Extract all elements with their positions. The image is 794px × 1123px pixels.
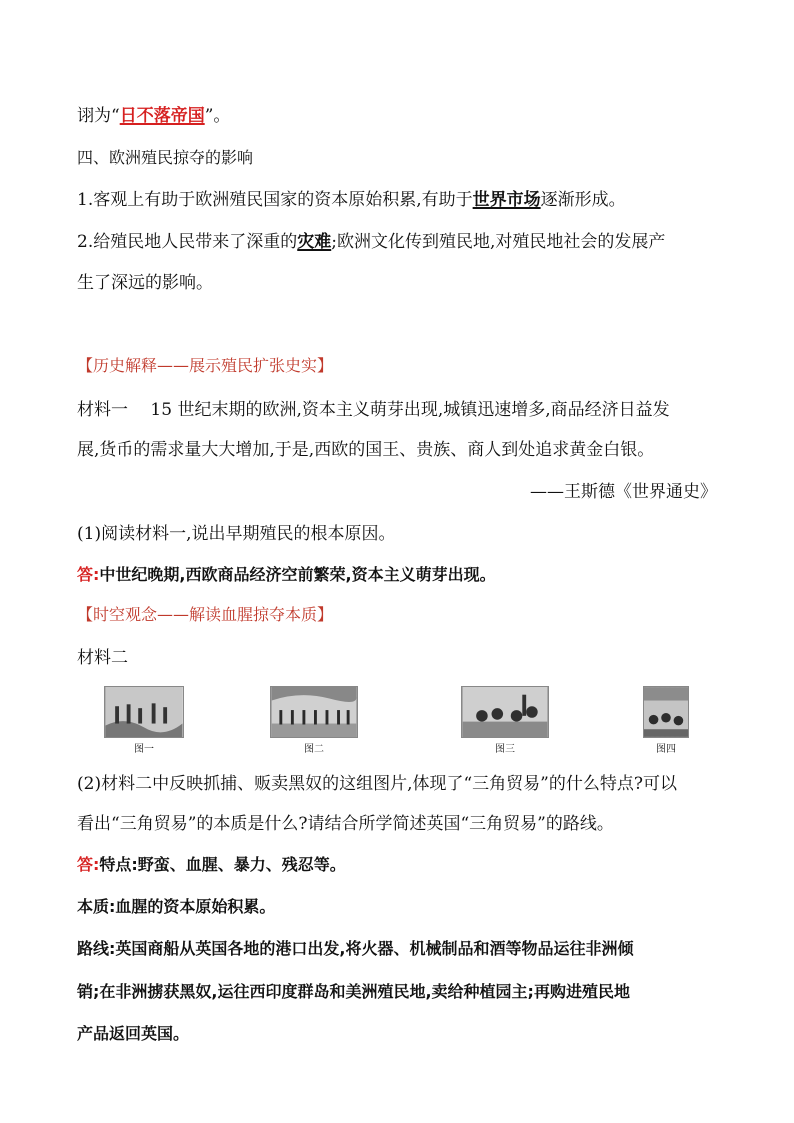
text-fragment: 2.给殖民地人民带来了深重的 [77, 232, 298, 252]
figure-3 [461, 686, 549, 755]
section-heading: 四、欧洲殖民掠夺的影响 [77, 148, 254, 167]
figure-1 [104, 686, 184, 755]
figure-3-caption: 图三 [495, 744, 515, 755]
material-2-label: 材料二 [77, 648, 128, 668]
point-2 [77, 230, 722, 254]
answer-2-essence: 本质:血腥的资本原始积累。 [77, 897, 276, 916]
keyword-disaster: 灾难 [297, 232, 332, 252]
answer-text: 中世纪晚期,西欧商品经济空前繁荣,资本主义萌芽出现。 [99, 565, 496, 584]
answer-text: 特点:野蛮、血腥、暴力、残忍等。 [99, 855, 346, 874]
figure-2-image [270, 686, 358, 738]
figure-4-image [643, 686, 689, 738]
section-title-space-time: 【时空观念——解读血腥掠夺本质】 [77, 605, 334, 624]
material-1-line2: 展,货币的需求量大大增加,于是,西欧的国王、贵族、商人到处追求黄金白银。 [77, 440, 655, 460]
point-1 [77, 188, 722, 212]
section-title-history: 【历史解释——展示殖民扩张史实】 [77, 356, 334, 375]
text-fragment: 诩为“ [77, 106, 120, 126]
answer-1 [77, 563, 722, 587]
question-1: (1)阅读材料一,说出早期殖民的根本原因。 [77, 524, 396, 544]
keyword-world-market: 世界市场 [472, 190, 541, 210]
figure-2-caption: 图二 [304, 744, 324, 755]
text-fragment: ”。 [204, 106, 231, 126]
figure-3-image [461, 686, 549, 738]
answer-label: 答: [77, 565, 100, 584]
text-fragment: ;欧洲文化传到殖民地,对殖民地社会的发展产 [331, 232, 666, 252]
figure-4-caption: 图四 [656, 744, 676, 755]
answer-2-route-line3: 产品返回英国。 [77, 1024, 190, 1043]
text-fragment: 逐渐形成。 [540, 190, 626, 210]
figure-1-image [104, 686, 184, 738]
point-2-cont: 生了深远的影响。 [77, 273, 213, 293]
material-1-line1: 材料一 15 世纪末期的欧洲,资本主义萌芽出现,城镇迅速增多,商品经济日益发 [77, 400, 670, 420]
figure-2 [270, 686, 358, 755]
answer-label: 答: [77, 855, 100, 874]
question-2-line1: (2)材料二中反映抓捕、贩卖黑奴的这组图片,体现了“三角贸易”的什么特点?可以 [77, 774, 677, 794]
intro-line [77, 104, 722, 128]
material-1-source: ——王斯德《世界通史》 [530, 482, 717, 502]
question-2-line2: 看出“三角贸易”的本质是什么?请结合所学简述英国“三角贸易”的路线。 [77, 814, 614, 834]
figure-4 [643, 686, 689, 755]
answer-2-route-line1: 路线:英国商船从英国各地的港口出发,将火器、机械制品和酒等物品运往非洲倾 [77, 939, 634, 958]
answer-2-route-line2: 销;在非洲掳获黑奴,运往西印度群岛和美洲殖民地,卖给种植园主;再购进殖民地 [77, 982, 630, 1001]
text-fragment: 1.客观上有助于欧洲殖民国家的资本原始积累,有助于 [77, 190, 473, 210]
keyword-empire: 日不落帝国 [119, 106, 205, 126]
answer-2-features [77, 853, 722, 877]
figure-1-caption: 图一 [134, 744, 154, 755]
